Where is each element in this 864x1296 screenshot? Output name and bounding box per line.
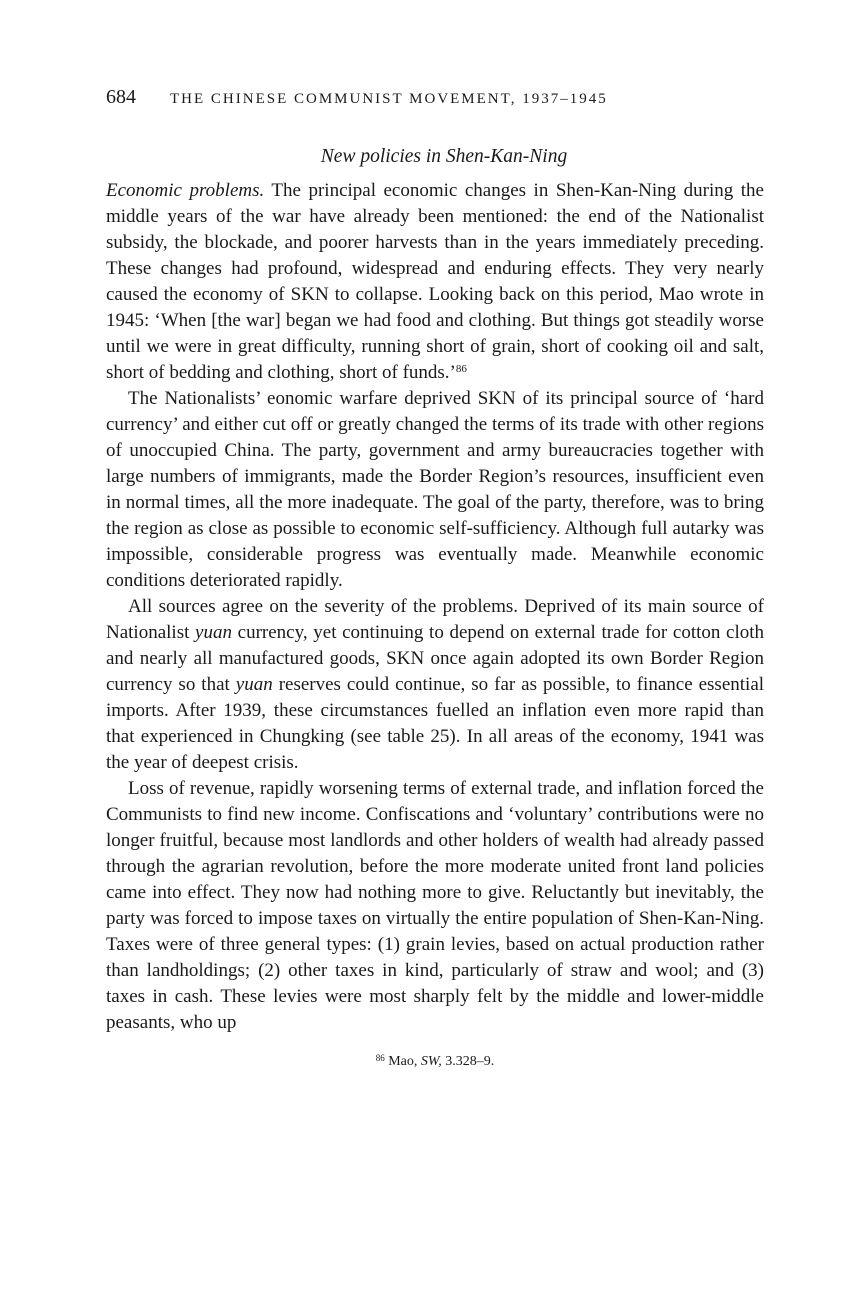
- page-number: 684: [106, 86, 136, 108]
- footnote-reference: 86: [455, 363, 467, 375]
- footnote-number: 86: [375, 1053, 385, 1063]
- footnote-work: SW,: [420, 1054, 442, 1069]
- paragraph-text: The principal economic changes in Shen-Kan-Ning during the middle years of the war have already been mentioned: the end of the Nationalist subsidy, the blockade, and poorer harvests than in the years immediately preceding. These changes had profound, widespread and enduring effects. They very nearly caused the economy of SKN to collapse. Looking back on this period, Mao wrote in 1945: ‘When [the war] began we had food and clothing. But things got steadily worse until we were in great difficulty, running short of grain, short of cooking oil and salt, short of bedding and clothing, short of funds.’: [106, 180, 764, 383]
- paragraph-currency: [106, 594, 764, 776]
- italic-term-yuan: yuan: [195, 622, 232, 643]
- run-in-heading: Economic problems.: [106, 180, 265, 201]
- section-title: New policies in Shen-Kan-Ning: [320, 146, 568, 167]
- footnote-pages: 3.328–9.: [445, 1054, 495, 1069]
- running-head-title: THE CHINESE COMMUNIST MOVEMENT, 1937–1945: [170, 91, 608, 107]
- footnote: [106, 1054, 764, 1070]
- paragraph-taxes: Loss of revenue, rapidly worsening terms of external trade, and inflation forced the Communists to find new income. Confiscations and ‘voluntary’ contributions were no longer fruitful, because most landlords and other holders of wealth had already passed through the agrarian revolution, before the more moderate united front land policies came into effect. They now had nothing more to give. Reluctantly but inevitably, the party was forced to impose taxes on virtually the entire population of Shen-Kan-Ning. Taxes were of three general types: (1) grain levies, based on actual production rather than landholdings; (2) other taxes in kind, particularly of straw and wool; and (3) taxes in cash. These levies were most sharply felt by the middle and lower-middle peasants, who up: [106, 778, 764, 1033]
- footnote-author: Mao,: [388, 1054, 418, 1069]
- body-text: [106, 178, 764, 1036]
- paragraph-text: currency, yet continuing to depend on external trade for cotton cloth and nearly all manufactured goods, SKN once again adopted its own Border Region currency so that: [106, 622, 765, 695]
- running-head: [106, 86, 764, 116]
- italic-term-yuan: yuan: [235, 674, 273, 695]
- paragraph-text: All sources agree on the severity of the problems. Deprived of its main source of Nationalist: [106, 596, 764, 643]
- document-page: [106, 86, 764, 1070]
- paragraph-economic-problems: [106, 178, 764, 386]
- paragraph-text: reserves could continue, so far as possible, to finance essential imports. After 1939, these circumstances fuelled an inflation even more rapid than that experienced in Chungking (see table 25). In all areas of the economy, 1941 was the year of deepest crisis.: [106, 674, 765, 773]
- paragraph-economic-warfare: The Nationalists’ eonomic warfare deprived SKN of its principal source of ‘hard currency’ and either cut off or greatly changed the terms of its trade with other regions of unoccupied China. The party, government and army bureaucracies together with large numbers of immigrants, made the Border Region’s resources, insufficient even in normal times, all the more inadequate. The goal of the party, therefore, was to bring the region as close as possible to economic self-sufficiency. Although full autarky was impossible, considerable progress was eventually made. Meanwhile economic conditions deteriorated rapidly.: [106, 388, 764, 591]
